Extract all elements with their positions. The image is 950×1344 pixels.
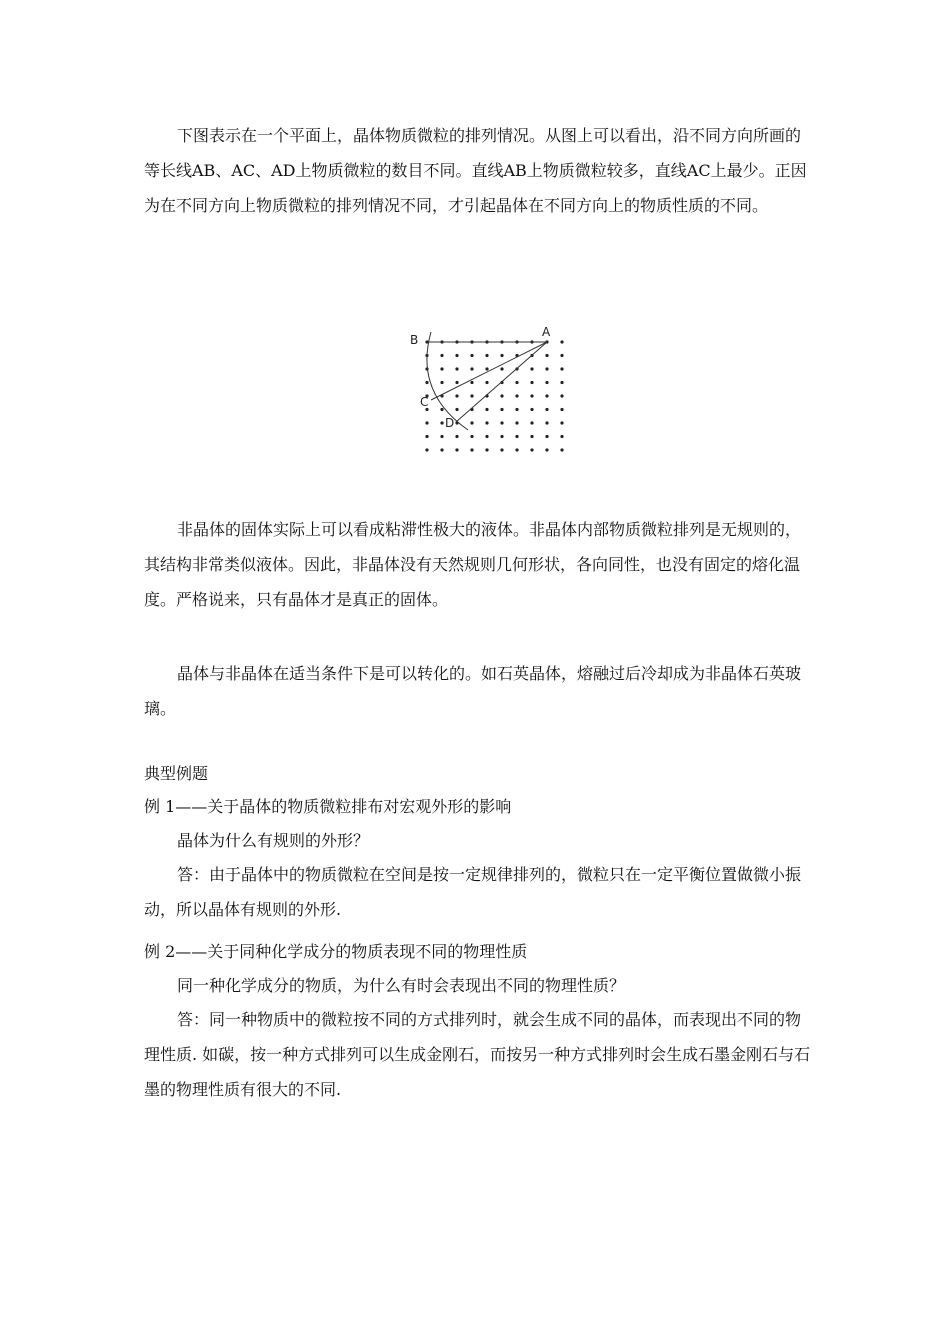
lattice-dot [545,367,548,370]
lattice-dot [485,381,488,384]
lattice-dot [545,448,548,451]
example2-question: 同一种化学成分的物质，为什么有时会表现出不同的物理性质？ [177,976,626,995]
lattice-dot [545,408,548,411]
lattice-dot [455,448,458,451]
lattice-dot [440,421,443,424]
lattice-dot [545,381,548,384]
lattice-points [425,340,563,451]
label-a: A [542,325,551,339]
lattice-dot [485,367,488,370]
label-b: B [410,333,419,347]
lattice-dot [515,435,518,438]
example1-question: 晶体为什么有规则的外形？ [177,831,370,850]
label-c: C [420,395,429,409]
example1-answer: 答：由于晶体中的物质微粒在空间是按一定规律排列的，微粒只在一定平衡位置做微小振动，所以晶体有规则的外形. [144,865,802,919]
lattice-dot [440,381,443,384]
lattice-dot [470,394,473,397]
lattice-dot [515,408,518,411]
lattice-dot [455,435,458,438]
lattice-dot [560,448,563,451]
lattice-dot [470,448,473,451]
lattice-dot [515,381,518,384]
crystal-lattice-figure [400,322,580,452]
lattice-dot [500,394,503,397]
example2-title: 例 2——关于同种化学成分的物质表现不同的物理性质 [144,942,528,961]
lattice-dot [470,421,473,424]
lattice-dot [500,435,503,438]
lattice-dot [425,435,428,438]
lattice-dot [530,435,533,438]
lattice-dot [515,421,518,424]
lattice-dot [560,340,563,343]
example1-title: 例 1——关于晶体的物质微粒排布对宏观外形的影响 [144,797,512,816]
lattice-dot [545,421,548,424]
lattice-dot [530,367,533,370]
lattice-dot [530,448,533,451]
lattice-dot [485,448,488,451]
lattice-dot [530,394,533,397]
lattice-dot [500,367,503,370]
lattice-dot [470,367,473,370]
lattice-dot [440,408,443,411]
lattice-dot [500,448,503,451]
lattice-dot [455,367,458,370]
lattice-dot [515,394,518,397]
lattice-dot [485,354,488,357]
lattice-dot [440,367,443,370]
lattice-dot [455,354,458,357]
lattice-dot [485,421,488,424]
lattice-dot [455,408,458,411]
lattice-dot [425,421,428,424]
lattice-dot [560,367,563,370]
lattice-dot [440,435,443,438]
lattice-dot [470,435,473,438]
lattice-dot [440,448,443,451]
intro-paragraph: 下图表示在一个平面上，晶体物质微粒的排列情况。从图上可以看出，沿不同方向所画的等长线AB、AC、AD上物质微粒的数目不同。直线AB上物质微粒较多，直线AC上最少。正因为在不同方向上物质微粒的排列情况不同，才引起晶体在不同方向上的物质性质的不同。 [144,126,807,215]
lattice-dot [560,381,563,384]
lattice-dot [425,448,428,451]
lattice-dot [530,421,533,424]
example2-answer: 答：同一种物质中的微粒按不同的方式排列时，就会生成不同的晶体，而表现出不同的物理性质. 如碳，按一种方式排列可以生成金刚石，而按另一种方式排列时会生成石墨金刚石与石墨的物理性质有很大的不同. [144,1010,811,1099]
lattice-dot [470,354,473,357]
lattice-dot [485,408,488,411]
lattice-dot [515,448,518,451]
amorphous-paragraph: 非晶体的固体实际上可以看成粘滞性极大的液体。非晶体内部物质微粒排列是无规则的，其结构非常类似液体。因此，非晶体没有天然规则几何形状，各向同性，也没有固定的熔化温度。严格说来，只有晶体才是真正的固体。 [144,520,802,609]
lattice-dot [500,408,503,411]
lattice-dot [545,394,548,397]
lattice-dot [545,435,548,438]
lattice-dot [485,435,488,438]
lattice-dot [455,394,458,397]
lattice-dot [500,421,503,424]
conversion-paragraph: 晶体与非晶体在适当条件下是可以转化的。如石英晶体，熔融过后冷却成为非晶体石英玻璃。 [144,664,802,718]
lattice-dot [560,354,563,357]
label-d: D [445,416,455,430]
lattice-dot [440,354,443,357]
lattice-dot [425,381,428,384]
lattice-dot [560,421,563,424]
lattice-dot [560,408,563,411]
lattice-dot [530,408,533,411]
examples-heading: 典型例题 [144,764,209,783]
lattice-dot [560,435,563,438]
lattice-dot [470,381,473,384]
line-ac [431,342,547,400]
lattice-dot [530,381,533,384]
lattice-dot [455,381,458,384]
lattice-dot [500,354,503,357]
lattice-dot [545,354,548,357]
lattice-dot [560,394,563,397]
